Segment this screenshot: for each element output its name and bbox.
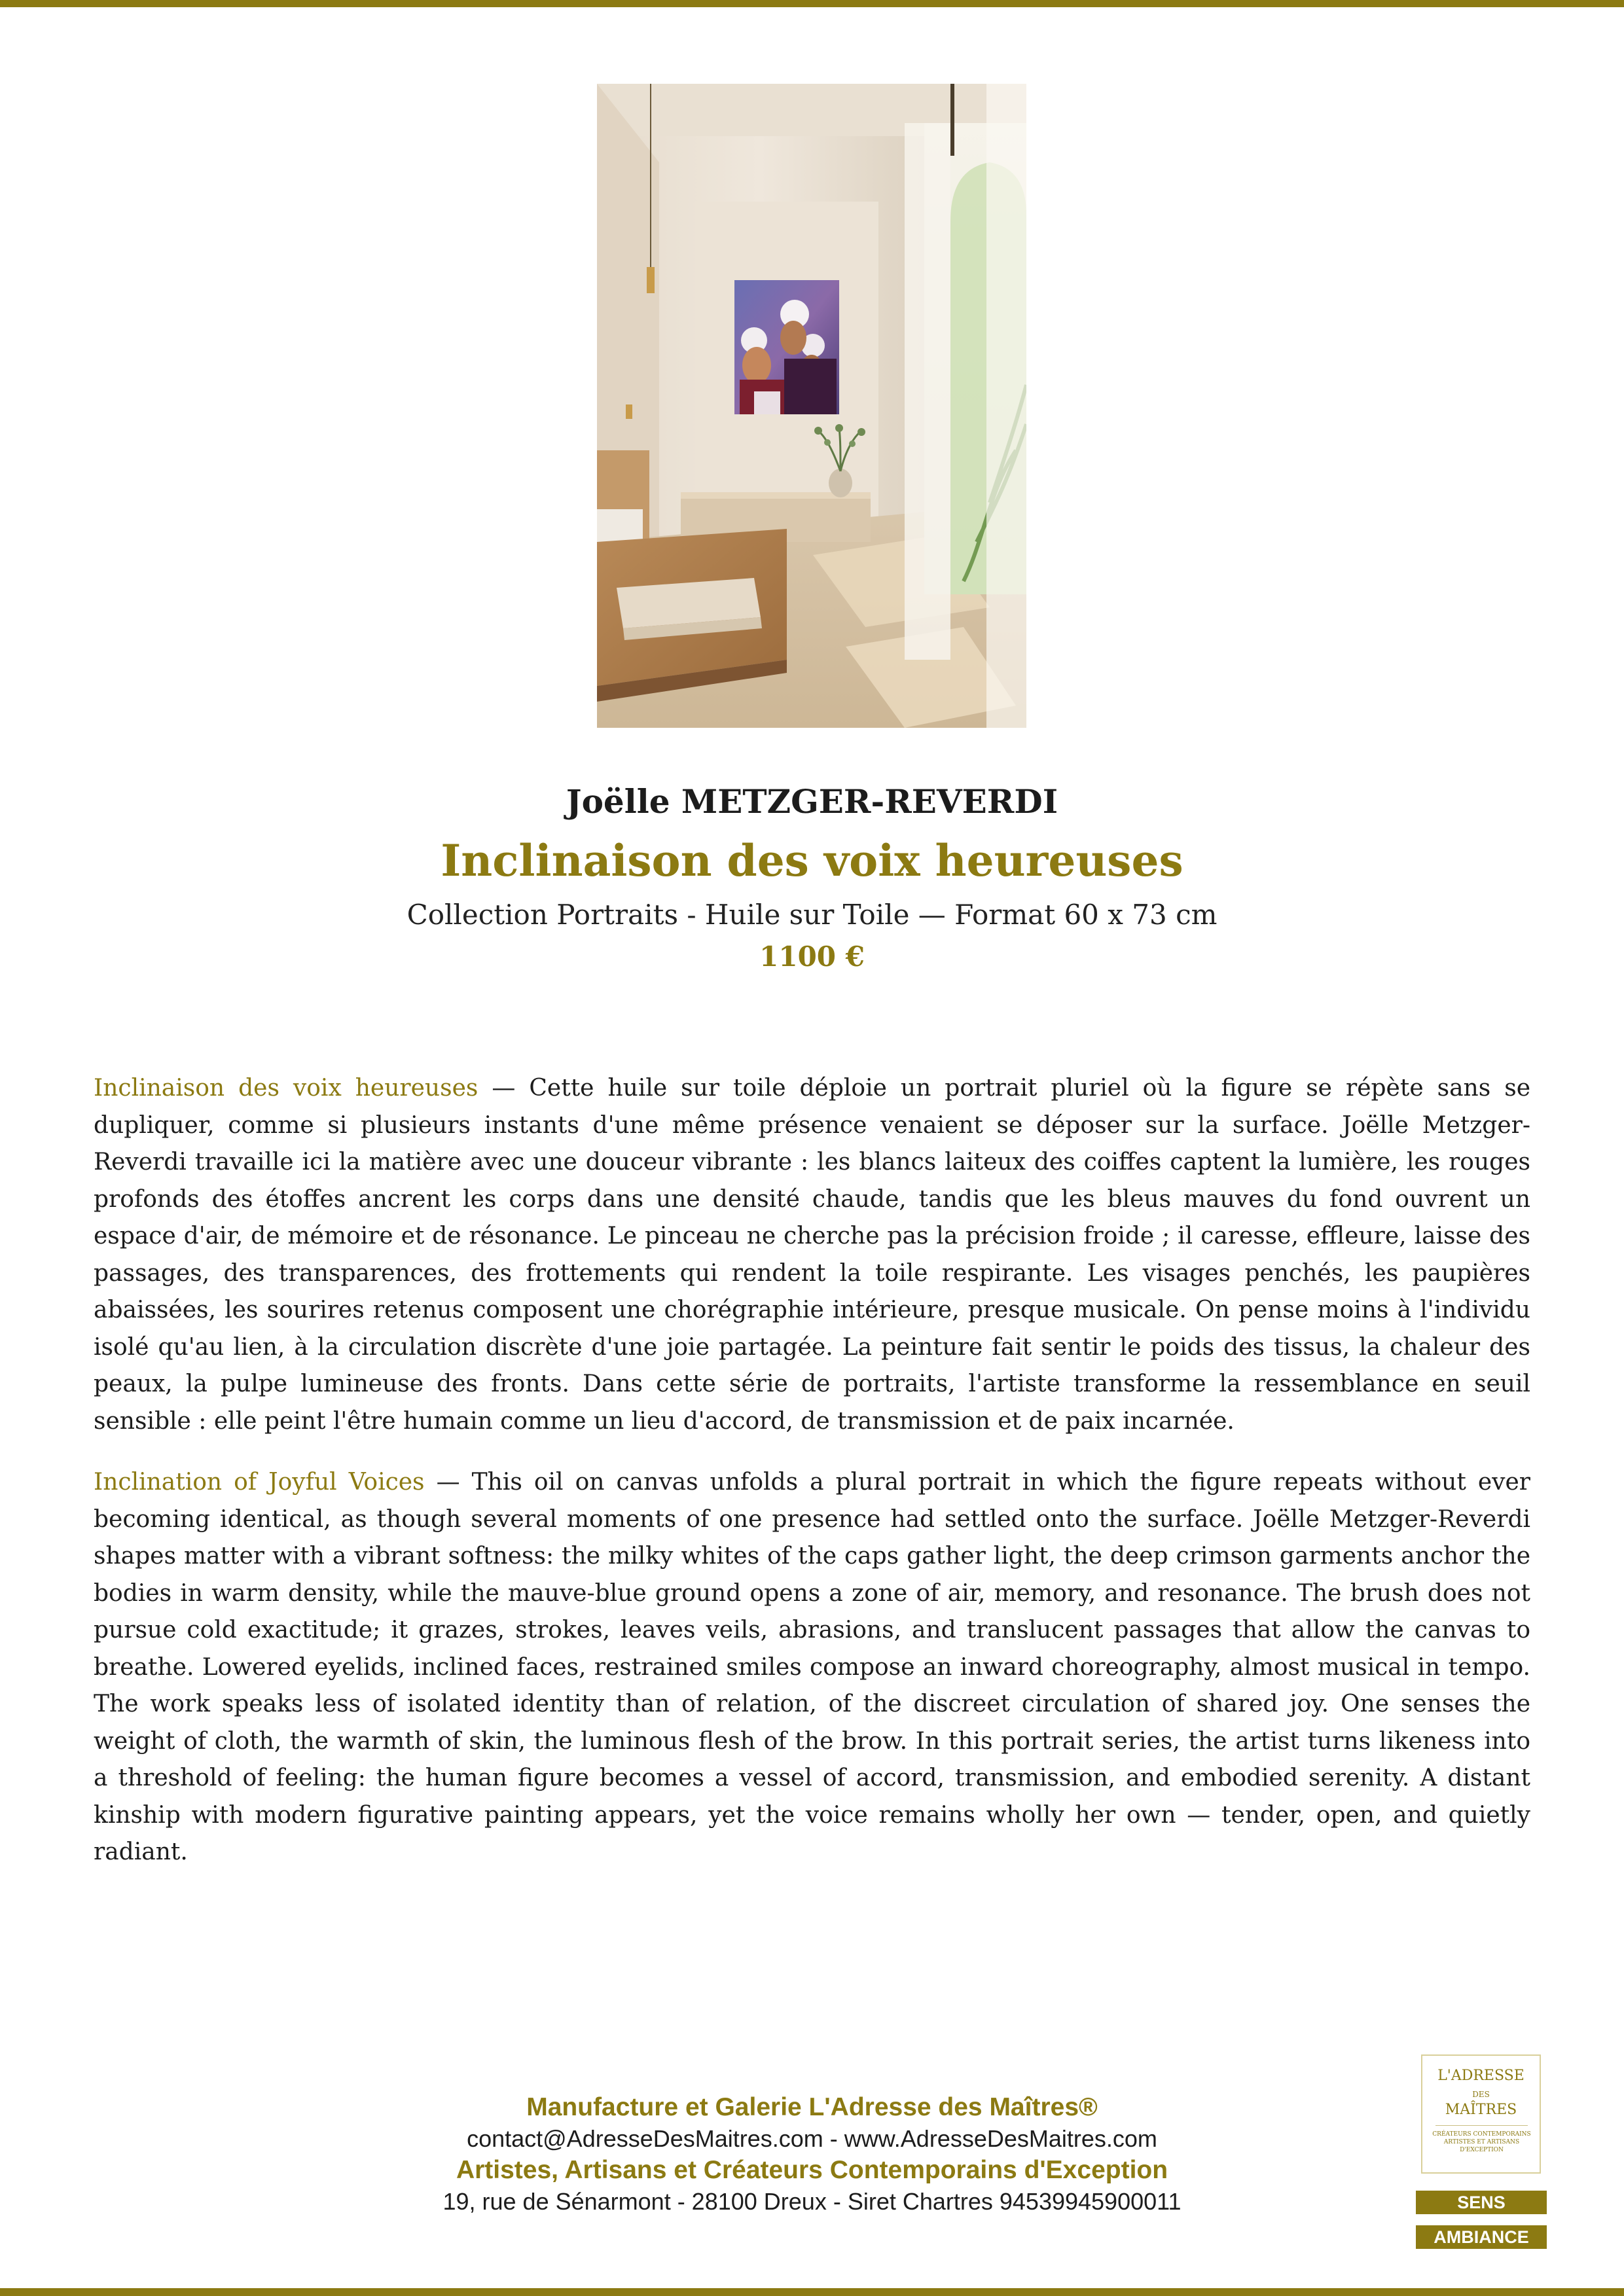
bottom-accent-band <box>0 2288 1624 2296</box>
room-interior-photo <box>597 84 1026 728</box>
description-english <box>94 1464 1530 1871</box>
footer <box>0 2092 1624 2217</box>
footer-contact: contact@AdresseDesMaitres.com - www.AdresseDesMaitres.com <box>467 2125 1157 2152</box>
artwork-collection-format: Collection Portraits - Huile sur Toile — Format 60 x 73 cm <box>406 899 1218 931</box>
artwork-price: 1100 € <box>759 941 865 973</box>
artwork-title: Inclinaison des voix heureuses <box>441 835 1183 886</box>
footer-address: 19, rue de Sénarmont - 28100 Dreux - Siret Chartres 94539945900011 <box>442 2188 1182 2215</box>
logo-line-4: CRÉATEURS CONTEMPORAINS ARTISTES ET ARTISANS D'EXCEPTION <box>1432 2131 1531 2153</box>
logo-line-2: DES <box>1472 2090 1490 2099</box>
description-english-lead: Inclination of Joyful Voices <box>94 1469 425 1496</box>
description-french-text: — Cette huile sur toile déploie un portrait pluriel où la figure se répète sans se dupliquer, comme si plusieurs instants d'une même présence venaient se déposer sur la surface. Joëlle Metzger-Reverdi travaille ici la matière avec une douceur vibrante : les blancs laiteux des coiffes captent la lumière, les rouges profonds des étoffes ancrent les corps dans une densité chaude, tandis que les bleus mauves du fond ouvrent un espace d'air, de mémoire et de résonance. Le pinceau ne cherche pas la précision froide ; il caresse, effleure, laisse des passages, des transparences, des frottements qui rendent la toile respirante. Les visages penchés, les paupières abaissées, les sourires retenus composent une chorégraphie intérieure, presque musicale. On pense moins à l'individu isolé qu'au lien, à la circulation discrète d'une joie partagée. La peinture fait sentir le poids des tissus, la chaleur des peaux, la pulpe lumineuse des fronts. Dans cette série de portraits, l'artiste transforme la ressemblance en seuil sensible : elle peint l'être humain comme un lieu d'accord, de transmission et de paix incarnée. <box>94 1075 1530 1435</box>
description-french-lead: Inclinaison des voix heureuses <box>94 1075 478 1102</box>
description-french <box>94 1070 1530 1440</box>
footer-tagline: Artistes, Artisans et Créateurs Contemporains d'Exception <box>456 2156 1168 2184</box>
badge-sens: SENS <box>1416 2191 1547 2214</box>
gallery-logo <box>1421 2054 1541 2174</box>
artist-name: Joëlle METZGER-REVERDI <box>566 782 1058 821</box>
logo-line-1: L'ADRESSE <box>1437 2068 1525 2084</box>
logo-line-3: MAÎTRES <box>1445 2102 1517 2118</box>
logo-divider <box>1435 2125 1528 2126</box>
top-accent-band <box>0 0 1624 7</box>
footer-company: Manufacture et Galerie L'Adresse des Maîtres® <box>526 2093 1098 2121</box>
badge-ambiance: AMBIANCE <box>1416 2225 1547 2249</box>
description-english-text: — This oil on canvas unfolds a plural portrait in which the figure repeats without ever becoming identical, as though several moments of one presence had settled onto the surface. Joëlle Metzger-Reverdi shapes matter with a vibrant softness: the milky whites of the caps gather light, the deep crimson garments anchor the bodies in warm density, while the mauve-blue ground opens a zone of air, memory, and resonance. The brush does not pursue cold exactitude; it grazes, strokes, leaves veils, abrasions, and translucent passages that allow the canvas to breathe. Lowered eyelids, inclined faces, restrained smiles compose an inward choreography, almost musical in tempo. The work speaks less of isolated identity than of relation, of the discreet circulation of shared joy. One senses the weight of cloth, the warmth of skin, the luminous flesh of the brow. In this portrait series, the artist turns likeness into a threshold of feeling: the human figure becomes a vessel of accord, transmission, and embodied serenity. A distant kinship with modern figurative painting appears, yet the voice remains wholly her own — tender, open, and quietly radiant. <box>94 1469 1531 1865</box>
